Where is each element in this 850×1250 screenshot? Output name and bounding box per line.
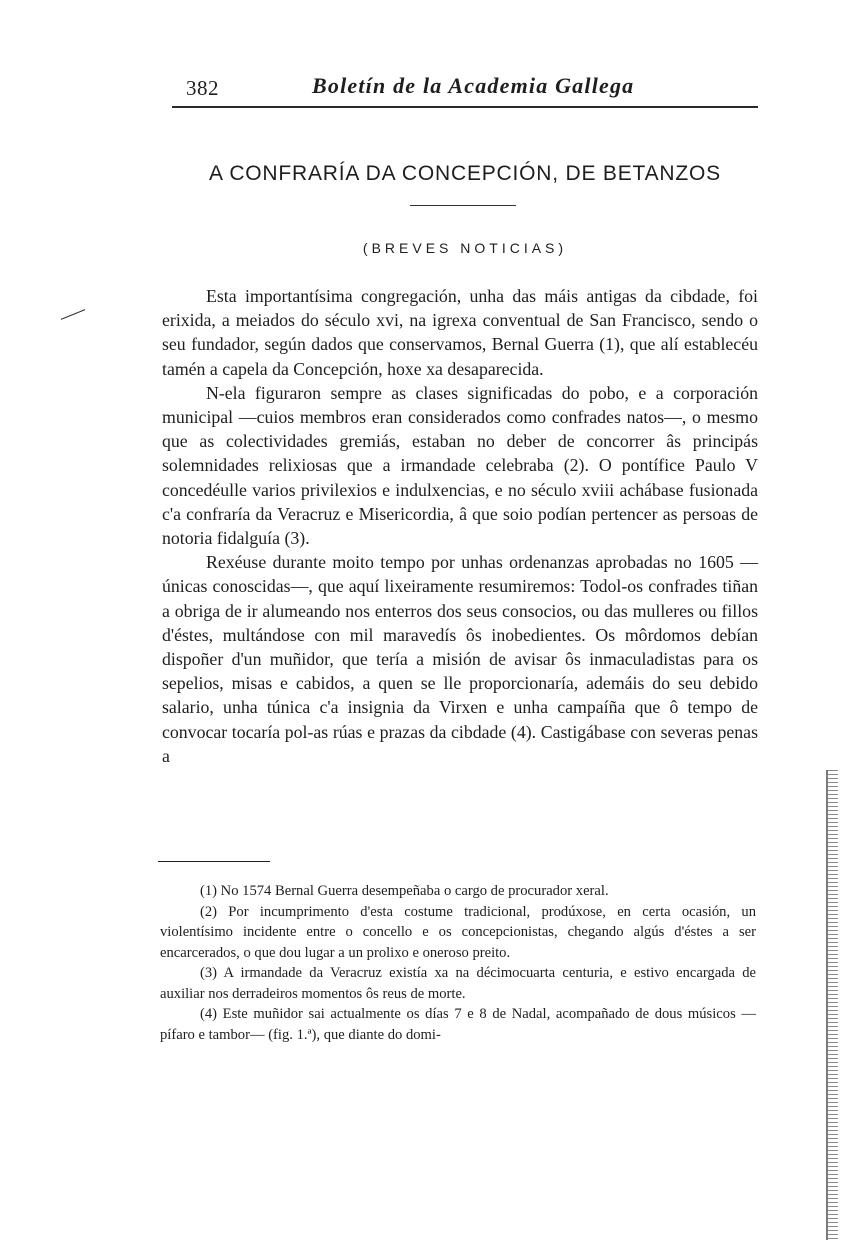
- paragraph: Esta importantísima congregación, unha das máis antigas da cibdade, foi erixida, a meiados do século xvi, na igrexa conventual de San Francisco, sendo o seu fundador, según dados que conservamos, Bernal Guerra (1), que alí establecéu tamén a capela da Concepción, hoxe xa desaparecida.: [162, 286, 758, 379]
- footnote: (3) A irmandade da Veracruz existía xa na décimocuarta centuria, e estivo encargada de auxiliar nos derradeiros momentos ôs reus de morte.: [160, 965, 756, 1002]
- footnote: (4) Este muñidor sai actualmente os días 7 e 8 de Nadal, acompañado de dous músicos —pífaro e tambor— (fig. 1.ª), que diante do domi-: [160, 1006, 756, 1043]
- footnotes: [160, 881, 756, 1045]
- running-head: [172, 70, 758, 108]
- footnote: (1) No 1574 Bernal Guerra desempeñaba o cargo de procurador xeral.: [200, 883, 609, 899]
- paragraph: Rexéuse durante moito tempo por unhas ordenanzas aprobadas no 1605 —únicas conoscidas—, que aquí lixeiramente resumiremos: Todol-os confrades tiñan a obriga de ir alumeando nos enterros dos seus consocios, ou das mulleres ou fillos d'éstes, multándose con mil maravedís ôs inobedientes. Os môrdomos debían dispoñer d'un muñidor, que tería a misión de avisar ôs inmaculadistas para os sepelios, misas e cabidos, a quen se lle proporcionaría, ademáis do seu debido salario, unha túnica c'a insignia da Virxen e unha campaíña que ô tempo de convocar tocaría pol-as rúas e prazas da cibdade (4). Castigábase con severas penas a: [162, 552, 758, 766]
- margin-pencil-mark: [61, 309, 85, 320]
- journal-title: Boletín de la Academia Gallega: [312, 73, 635, 98]
- footnote-divider: [158, 861, 270, 862]
- body-text: [162, 284, 758, 768]
- page-number: 382: [186, 76, 219, 100]
- footnote: (2) Por incumprimento d'esta costume tradicional, prodúxose, en certa ocasión, un violentísimo incidente entre o concello e os concepcionistas, chegando algús d'éstes a ser encarcerados, o que dou lugar a un prolixo e oneroso preito.: [160, 903, 756, 961]
- paragraph: N-ela figuraron sempre as clases significadas do pobo, e a corporación municipal —cuios membros eran considerados como confrades natos—, o mesmo que as colectividades gremiás, estaban no deber de concorrer âs principás solemnidades relixiosas que a irmandade celebraba (2). O pontífice Paulo V concedéulle varios privilexios e indulxencias, e no século xviii achábase fusionada c'a confraría da Veracruz e Misericordia, â que soio podían pertencer as persoas de notoria fidalguía (3).: [162, 382, 758, 549]
- article-title: A CONFRARÍA DA CONCEPCIÓN, DE BETANZOS: [209, 162, 721, 185]
- binding-edge: [826, 770, 838, 1240]
- title-divider: [410, 205, 516, 206]
- article-subtitle: (BREVES NOTICIAS): [362, 240, 568, 256]
